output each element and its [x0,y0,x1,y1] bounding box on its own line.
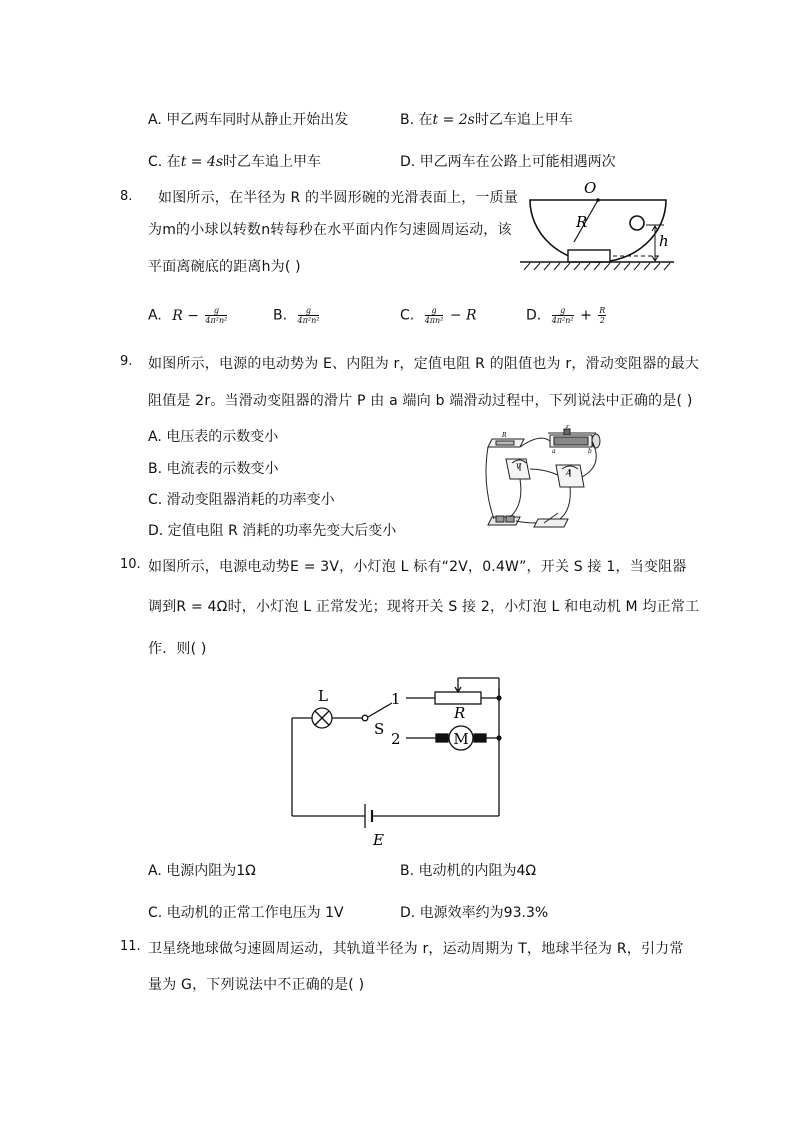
q8-option-a-den: 4π²n² [205,316,228,325]
q7-option-d: D. 甲乙两车在公路上可能相遇两次 [400,154,616,170]
q7-option-c-math: t = 4s [180,154,224,170]
q11-number: 11. [120,939,141,954]
q8-label-o: O [584,180,597,197]
q8-line-2: 为m的小球以转数n转每秒在水平面内作匀速圆周运动，该 [148,222,512,238]
q10-label-r: R [454,704,466,722]
q11-line-1: 卫星绕地球做匀速圆周运动，其轨道半径为 r，运动周期为 T，地球半径为 R，引力常 [148,941,684,957]
q8-label-h: h [659,232,669,250]
q8-option-c [400,306,477,325]
q8-option-d-fraction-1 [552,306,574,325]
q10-option-d: D. 电源效率约为93.3% [400,905,549,921]
q8-option-d-plus: + [580,307,592,324]
q8-label-r: R [576,213,588,231]
q10-line-3: 作．则( ) [148,641,207,657]
q9-label-p: P [566,425,571,430]
q9-line-1: 如图所示，电源的电动势为 E、内阻为 r，定值电阻 R 的阻值也为 r，滑动变阻器的最大 [148,356,700,372]
q9-label-v: V [516,463,522,471]
q8-option-d-num: g [552,306,574,316]
q9-option-a: A. 电压表的示数变小 [148,429,279,445]
q10-option-a: A. 电源内阻为1Ω [148,863,256,879]
q10-option-c: C. 电动机的正常工作电压为 1V [148,905,344,921]
q10-label-e: E [373,831,384,849]
q8-option-c-num: g [425,306,444,316]
q7-option-b-math: t = 2s [432,112,475,128]
q10-line-2: 调到R = 4Ω时，小灯泡 L 正常发光；现将开关 S 接 2，小灯泡 L 和电动机 M 均正常工 [148,599,700,615]
q8-option-a-fraction [205,306,227,325]
q9-label-b-end: b [588,448,592,455]
q7-option-c-post: 时乙车追上甲车 [223,154,322,170]
q7-option-a: A. 甲乙两车同时从静止开始出发 [148,112,349,128]
q8-option-d-den: 4π²n² [551,316,574,325]
q8-option-d-num2: R [599,306,606,315]
q10-label-1: 1 [391,690,401,708]
q9-option-d: D. 定值电阻 R 消耗的功率先变大后变小 [148,523,397,539]
q9-label-a-meter: A [566,469,572,477]
q8-option-b [273,306,321,325]
q8-option-a [148,306,229,325]
q7-option-c-pre: C. 在 [148,154,181,170]
q8-option-a-pre: R − [172,307,199,324]
q9-option-c: C. 滑动变阻器消耗的功率变小 [148,492,335,508]
q8-option-b-den: 4π²n² [297,316,320,325]
q9-label-a-end: a [552,448,556,455]
q10-line-1: 如图所示，电源电动势E = 3V，小灯泡 L 标有“2V，0.4W”，开关 S 接 1，当变阻器 [148,559,687,575]
q8-line-3: 平面离碗底的距离h为( ) [148,259,301,275]
q8-bowl-figure [516,180,678,276]
q8-line-1: 如图所示，在半径为 R 的半圆形碗的光滑表面上，一质量 [158,190,519,206]
q10-circuit-figure [288,670,508,850]
q8-option-d [526,306,608,325]
q10-number: 10. [120,557,141,572]
q9-number: 9. [120,354,133,369]
q8-option-d-label: D. [526,307,542,324]
q9-label-r: R [502,432,507,439]
q10-option-b: B. 电动机的内阻为4Ω [400,863,537,879]
q8-option-b-label: B. [273,307,288,324]
q11-line-2: 量为 G，下列说法中不正确的是( ) [148,977,365,993]
q8-option-b-num: g [298,306,320,316]
q8-option-a-num: g [205,306,227,316]
q10-label-s: S [374,720,385,738]
q9-option-b: B. 电流表的示数变小 [148,461,279,477]
q7-option-b-post: 时乙车追上甲车 [474,112,573,128]
q7-option-b [400,109,573,129]
q10-label-2: 2 [391,730,401,748]
q10-label-l: L [318,687,328,705]
q9-line-2: 阻值是 2r。当滑动变阻器的滑片 P 由 a 端向 b 端滑动过程中，下列说法中正确的是( ) [148,393,693,409]
q7-option-b-pre: B. 在 [400,112,433,128]
q8-option-c-post: − R [449,307,477,324]
q8-option-c-label: C. [400,307,415,324]
q10-label-m: M [453,730,469,748]
q8-number: 8. [120,189,133,204]
q7-option-c [148,151,321,171]
q8-option-d-den2: 2 [599,316,605,325]
q8-option-b-fraction [298,306,320,325]
q8-option-c-den: 4πn² [424,316,444,325]
q8-option-c-fraction [425,306,444,325]
q8-option-d-fraction-2 [598,306,606,325]
q8-option-a-label: A. [148,307,162,324]
q9-apparatus-figure [480,425,605,538]
